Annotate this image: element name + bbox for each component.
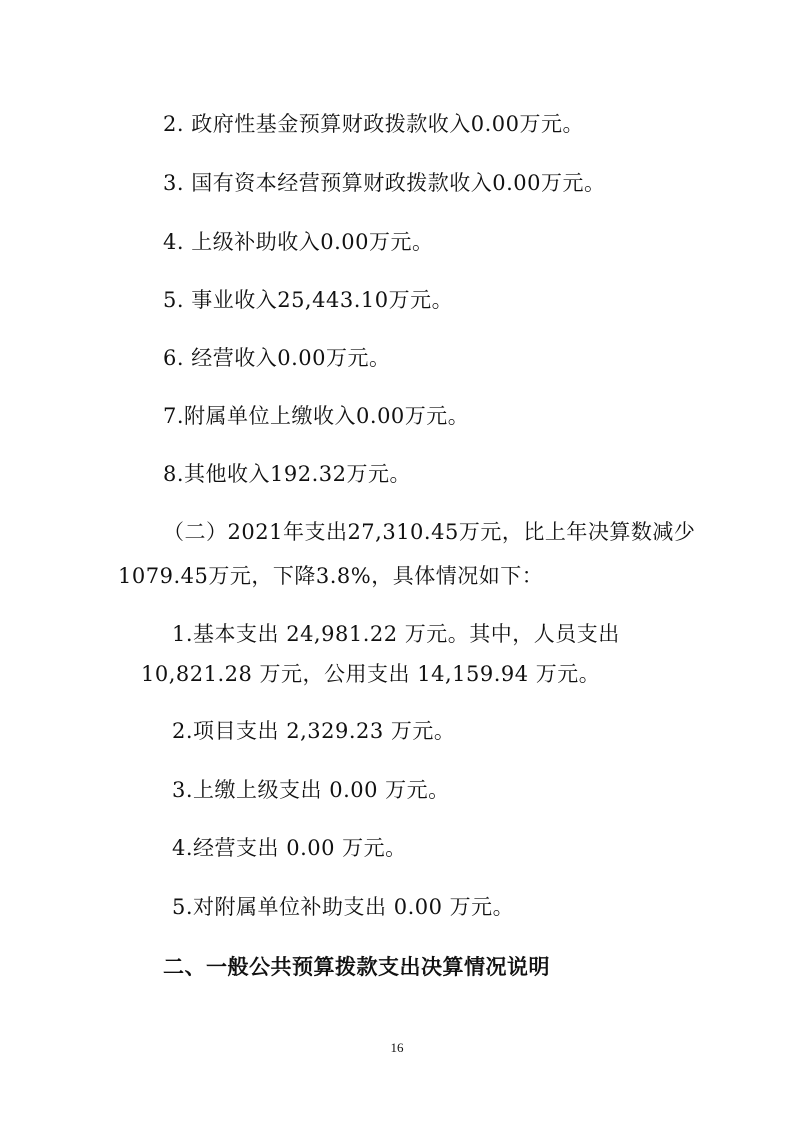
page-number: 16: [390, 1040, 404, 1055]
paragraph-line: 1.基本支出 24,981.22 万元。其中，人员支出: [172, 622, 620, 646]
paragraph-line: 4. 上级补助收入0.00万元。: [163, 230, 434, 254]
paragraph-line: （二）2021年支出27,310.45万元，比上年决算数减少: [163, 520, 696, 544]
paragraph-line: 5.对附属单位补助支出 0.00 万元。: [172, 895, 515, 919]
paragraph-line: 2. 政府性基金预算财政拨款收入0.00万元。: [163, 112, 584, 136]
paragraph-line: 2.项目支出 2,329.23 万元。: [172, 719, 456, 743]
paragraph-line: 1079.45万元，下降3.8%，具体情况如下：: [118, 564, 544, 588]
paragraph-line: 6. 经营收入0.00万元。: [163, 346, 391, 370]
paragraph-line: 8.其他收入192.32万元。: [163, 462, 412, 486]
paragraph-line: 3. 国有资本经营预算财政拨款收入0.00万元。: [163, 171, 606, 195]
paragraph-line: 10,821.28 万元，公用支出 14,159.94 万元。: [141, 662, 601, 686]
paragraph-line: 5. 事业收入25,443.10万元。: [163, 288, 454, 312]
paragraph-line: 3.上缴上级支出 0.00 万元。: [172, 778, 450, 802]
paragraph-line: 7.附属单位上缴收入0.00万元。: [163, 404, 470, 428]
paragraph-line: 4.经营支出 0.00 万元。: [172, 836, 407, 860]
section-heading: 二、一般公共预算拨款支出决算情况说明: [163, 955, 550, 979]
